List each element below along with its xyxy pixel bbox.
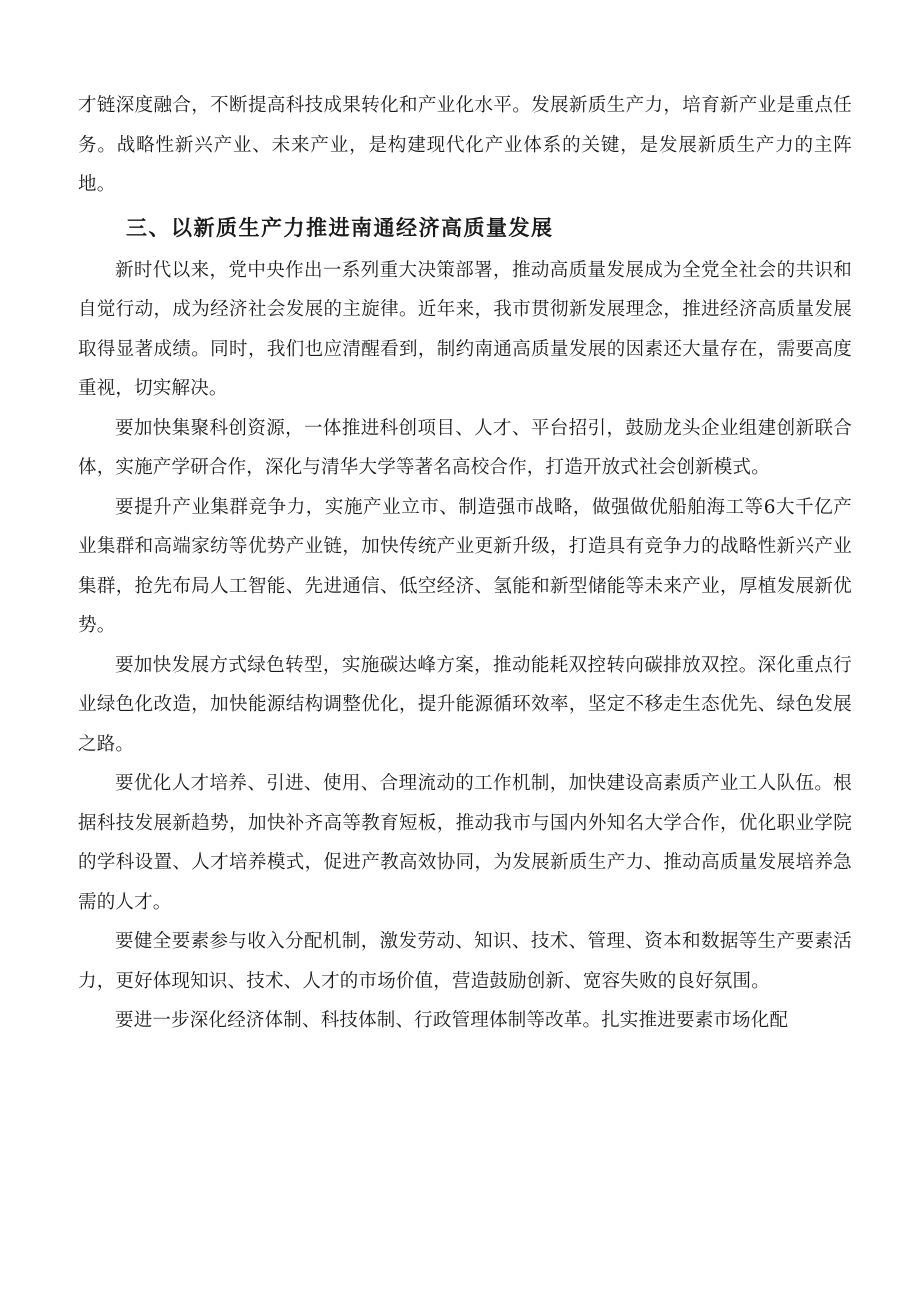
paragraph-7: 要进一步深化经济体制、科技体制、行政管理体制等改革。扎实推进要素市场化配 [115, 1010, 789, 1031]
section-heading: 三、以新质生产力推进南通经济高质量发展 [126, 215, 554, 240]
paragraph-3: 要提升产业集群竞争力，实施产业立市、制造强市战略，做强做优船舶海工等6大千亿产业集群和高端家纺等优势产业链，加快传统产业更新升级，打造具有竞争力的战略性新兴产业集群，抢先布局人工智能、先进通信、低空经济、氢能和新型储能等未来产业，厚植发展新优势。 [78, 496, 852, 636]
paragraph-2: 要加快集聚科创资源，一体推进科创项目、人才、平台招引，鼓励龙头企业组建创新联合体，实施产学研合作，深化与清华大学等著名高校合作，打造开放式社会创新模式。 [78, 417, 852, 478]
paragraph-1: 新时代以来，党中央作出一系列重大决策部署，推动高质量发展成为全党全社会的共识和自觉行动，成为经济社会发展的主旋律。近年来，我市贯彻新发展理念，推进经济高质量发展取得显著成绩。同时，我们也应清醒看到，制约南通高质量发展的因素还大量存在，需要高度重视，切实解决。 [78, 259, 852, 399]
paragraph-5: 要优化人才培养、引进、使用、合理流动的工作机制，加快建设高素质产业工人队伍。根据科技发展新趋势，加快补齐高等教育短板，推动我市与国内外知名大学合作，优化职业学院的学科设置、人才培养模式，促进产教高效协同，为发展新质生产力、推动高质量发展培养急需的人才。 [78, 773, 852, 913]
paragraph-6: 要健全要素参与收入分配机制，激发劳动、知识、技术、管理、资本和数据等生产要素活力，更好体现知识、技术、人才的市场价值，营造鼓励创新、宽容失败的良好氛围。 [78, 931, 852, 992]
paragraph-4: 要加快发展方式绿色转型，实施碳达峰方案，推动能耗双控转向碳排放双控。深化重点行业绿色化改造，加快能源结构调整优化，提升能源循环效率，坚定不移走生态优先、绿色发展之路。 [78, 654, 852, 755]
document-page [78, 86, 852, 1041]
intro-paragraph: 才链深度融合，不断提高科技成果转化和产业化水平。发展新质生产力，培育新产业是重点任务。战略性新兴产业、未来产业，是构建现代化产业体系的关键，是发展新质生产力的主阵地。 [78, 95, 852, 195]
